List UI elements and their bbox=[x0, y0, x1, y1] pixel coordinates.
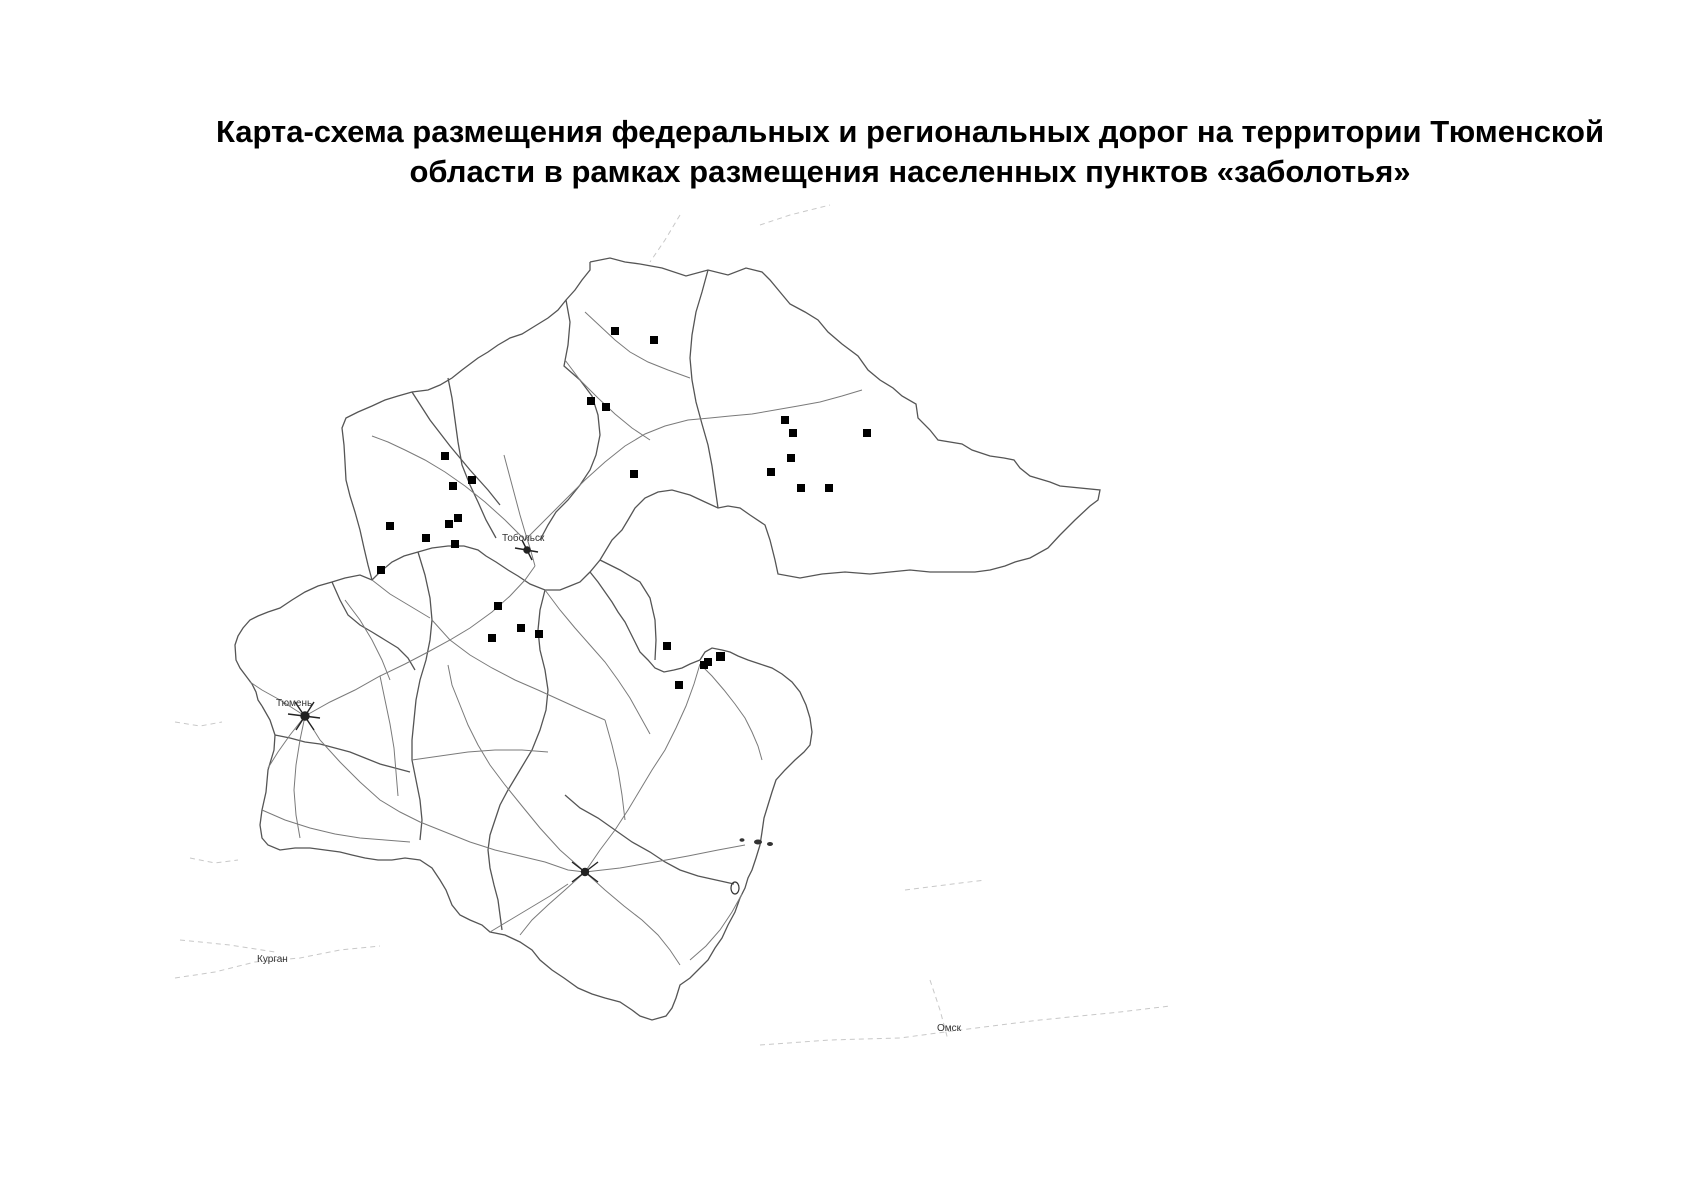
settlement-marker bbox=[602, 403, 610, 411]
settlement-marker bbox=[767, 468, 775, 476]
settlement-marker bbox=[386, 522, 394, 530]
outside-roads bbox=[175, 205, 1170, 1045]
settlement-marker bbox=[630, 470, 638, 478]
regional-roads bbox=[250, 312, 862, 965]
region-borders bbox=[235, 258, 1100, 1020]
settlement-marker bbox=[441, 452, 449, 460]
settlement-marker bbox=[650, 336, 658, 344]
city-label-tyumen: Тюмень bbox=[276, 698, 313, 709]
settlement-marker bbox=[422, 534, 430, 542]
settlement-marker bbox=[517, 624, 525, 632]
settlement-marker bbox=[587, 397, 595, 405]
map-title-line-1: Карта-схема размещения федеральных и региональных дорог на территории Тюменской bbox=[215, 114, 1605, 149]
map-title-line-2: области в рамках размещения населенных пунктов «заболотья» bbox=[409, 154, 1411, 189]
settlement-marker bbox=[787, 454, 795, 462]
settlement-marker bbox=[488, 634, 496, 642]
settlement-marker bbox=[825, 484, 833, 492]
settlement-marker bbox=[454, 514, 462, 522]
city-label-tobolsk: Тобольск bbox=[502, 533, 545, 544]
settlement-marker bbox=[716, 652, 725, 661]
city-label-omsk: Омск bbox=[937, 1023, 962, 1034]
settlement-marker bbox=[797, 484, 805, 492]
settlement-marker bbox=[781, 416, 789, 424]
settlement-markers bbox=[377, 327, 871, 689]
city-labels bbox=[257, 532, 962, 1034]
settlement-marker bbox=[863, 429, 871, 437]
settlement-marker bbox=[675, 681, 683, 689]
ishim-marker bbox=[572, 862, 598, 882]
settlement-marker bbox=[535, 630, 543, 638]
settlement-marker bbox=[789, 429, 797, 437]
settlement-marker bbox=[449, 482, 457, 490]
city-label-kurgan: Курган bbox=[257, 954, 288, 965]
settlement-marker bbox=[663, 642, 671, 650]
settlement-marker bbox=[468, 476, 476, 484]
settlement-marker bbox=[451, 540, 459, 548]
settlement-marker bbox=[494, 602, 502, 610]
settlement-marker bbox=[445, 520, 453, 528]
settlement-marker bbox=[700, 661, 708, 669]
settlement-marker bbox=[377, 566, 385, 574]
settlement-marker bbox=[611, 327, 619, 335]
